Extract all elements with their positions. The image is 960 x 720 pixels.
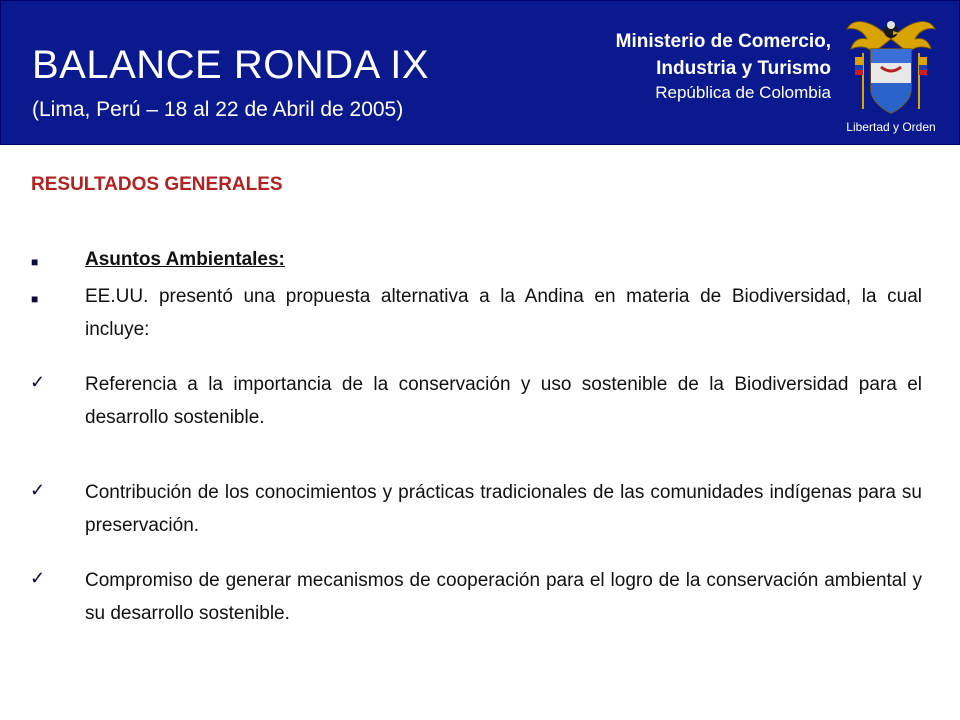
section-title: RESULTADOS GENERALES <box>31 174 283 195</box>
list-item: Compromiso de generar mecanismos de cooperación para el logro de la conservación ambiental y su desarrollo sostenible. <box>85 570 922 624</box>
checkmark-bullet-icon: ✓ <box>30 480 46 500</box>
square-bullet-icon: ■ <box>31 255 39 269</box>
page-subtitle: (Lima, Perú – 18 al 22 de Abril de 2005) <box>32 98 404 121</box>
list-item: Referencia a la importancia de la conservación y uso sostenible de la Biodiversidad para el desarrollo sostenible. <box>85 374 922 428</box>
list-item: Contribución de los conocimientos y prácticas tradicionales de las comunidades indígenas para su preservación. <box>85 482 922 536</box>
list-item <box>85 243 922 276</box>
page-title: BALANCE RONDA IX <box>32 43 430 87</box>
list-item-heading: Asuntos Ambientales: <box>85 249 285 270</box>
ministry-line-1: Ministerio de Comercio, <box>615 31 831 52</box>
square-bullet-icon: ■ <box>31 292 39 306</box>
header-banner <box>0 0 960 145</box>
ministry-line-2: Industria y Turismo <box>656 58 831 79</box>
ministry-line-3: República de Colombia <box>655 83 831 102</box>
svg-text:Libertad y Orden: Libertad y Orden <box>846 120 936 134</box>
colombia-coat-of-arms-icon <box>841 9 941 139</box>
checkmark-bullet-icon: ✓ <box>30 372 46 392</box>
list-item: EE.UU. presentó una propuesta alternativa a la Andina en materia de Biodiversidad, la cual incluye: <box>85 286 922 340</box>
checkmark-bullet-icon: ✓ <box>30 568 46 588</box>
ministry-block <box>616 28 831 104</box>
